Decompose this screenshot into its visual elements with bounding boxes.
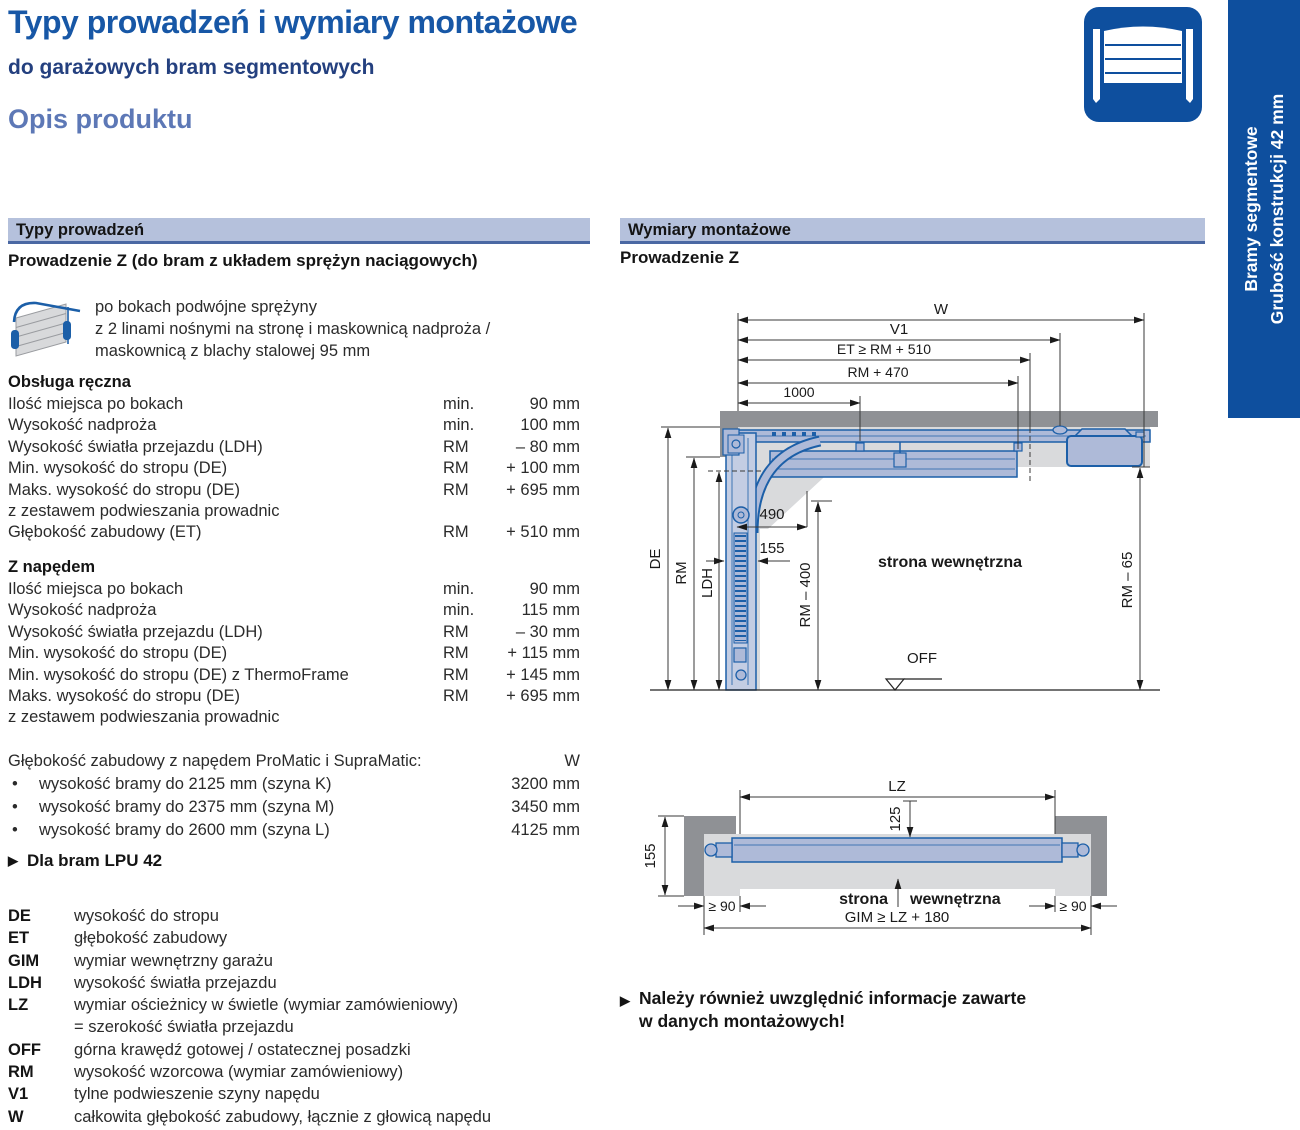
page-subtitle: do garażowych bram segmentowych	[8, 56, 375, 79]
operator-depth-table	[8, 750, 580, 842]
dim-ldh-label: LDH	[699, 567, 716, 599]
intro-line: z 2 linami nośnymi na stronę i maskownicą nadproża /	[95, 320, 491, 338]
table-row: Wysokość nadproża min. 100 mm	[8, 416, 580, 435]
dim-ge90-left-label: ≥ 90	[708, 898, 736, 914]
dim-rm400-label: RM – 400	[797, 562, 814, 628]
table-row: Wysokość nadproża min. 115 mm	[8, 601, 580, 620]
note-text: Należy również uwzględnić informacje zawarte w danych montażowych!	[639, 988, 1027, 1031]
manual-operation-table	[8, 372, 580, 544]
intro-line: maskownicą z blachy stalowej 95 mm	[95, 342, 371, 360]
table-row: Ilość miejsca po bokach min. 90 mm	[8, 580, 580, 598]
dim-gim-label: GIM ≥ LZ + 180	[844, 909, 950, 926]
table-row: Min. wysokość do stropu (DE) RM + 115 mm	[8, 644, 580, 663]
dim-rm470-label: RM + 470	[847, 364, 909, 380]
arrow-marker-icon: ▶	[620, 993, 630, 1008]
legend-row: ET głębokość zabudowy	[8, 929, 228, 948]
dim-lz-label: LZ	[888, 778, 906, 795]
side-tab-line1: Bramy segmentowe	[1240, 126, 1261, 292]
dim-w-label: W	[933, 301, 949, 318]
legend-row: RM wysokość wzorcowa (wymiar zamówieniowy)	[8, 1063, 404, 1082]
page-title: Typy prowadzeń i wymiary montażowe	[8, 4, 578, 40]
right-section-bar: Wymiary montażowe	[620, 218, 1205, 244]
dim-et-label: ET ≥ RM + 510	[836, 341, 932, 357]
dim-1000-label: 1000	[783, 384, 815, 400]
table-row-continuation: z zestawem podwieszania prowadnic	[8, 708, 280, 727]
legend-row: DE wysokość do stropu	[8, 907, 219, 925]
arrow-marker-icon: ▶	[8, 853, 18, 868]
table-row: Maks. wysokość do stropu (DE) RM + 695 mm	[8, 687, 580, 706]
dim-155-group	[642, 816, 684, 896]
right-subheader: Prowadzenie Z	[620, 248, 740, 267]
side-section-drawing	[620, 283, 1205, 736]
dim-155-label: 155	[759, 540, 785, 557]
table-row: Min. wysokość do stropu (DE) RM + 100 mm	[8, 459, 580, 478]
dim-left-group	[647, 427, 720, 690]
table-row-continuation: z zestawem podwieszania prowadnic	[8, 502, 280, 521]
dim-155-plan-label: 155	[642, 843, 659, 869]
sectional-door-icon	[1084, 7, 1202, 127]
legend-row: V1 tylne podwieszenie szyny napędu	[8, 1085, 320, 1104]
ceiling-wall	[720, 411, 1158, 427]
inner-side-label: strona wewnętrzna	[877, 554, 1023, 571]
powered-operation-table	[8, 557, 580, 729]
manual-table-title: Obsługa ręczna	[8, 373, 131, 391]
table-row: • wysokość bramy do 2375 mm (szyna M) 3450 mm	[12, 798, 580, 816]
legend-row: W całkowita głębokość zabudowy, łącznie z głowicą napędu	[8, 1107, 492, 1126]
side-tab-text	[1238, 94, 1291, 325]
legend-row: LDH wysokość światła przejazdu	[8, 973, 277, 992]
table-row: Ilość miejsca po bokach min. 90 mm	[8, 395, 580, 413]
left-subheader: Prowadzenie Z (do bram z układem sprężyn naciągowych)	[8, 251, 478, 270]
montage-data-note	[620, 987, 1180, 1033]
powered-table-title: Z napędem	[8, 558, 96, 576]
off-label: OFF	[907, 650, 937, 667]
section-heading: Opis produktu	[8, 104, 193, 134]
legend-row-continuation: = szerokość światła przejazdu	[74, 1018, 294, 1037]
table-row: Wysokość światła przejazdu (LDH) RM – 80 mm	[8, 437, 580, 456]
z-track-door-icon	[4, 294, 86, 371]
legend-row: GIM wymiar wewnętrzny garażu	[8, 951, 273, 970]
legend-row: LZ wymiar ościeżnicy w świetle (wymiar zamówieniowy)	[8, 996, 459, 1015]
plan-view-drawing	[620, 765, 1205, 970]
legend-row: OFF górna krawędź gotowej / ostatecznej posadzki	[8, 1040, 411, 1059]
lpu-note: ▶ Dla bram LPU 42	[8, 851, 163, 870]
dim-rm-label: RM	[673, 561, 690, 585]
side-tab	[1228, 0, 1300, 418]
inner-label-word1: strona	[839, 891, 888, 908]
vertical-track-spring	[723, 429, 756, 690]
dim-ge90-right-group	[1029, 896, 1117, 914]
abbreviation-legend	[8, 905, 583, 1128]
dim-125-group	[887, 801, 917, 837]
dim-rm65-label: RM – 65	[1119, 551, 1136, 609]
table-row: • wysokość bramy do 2125 mm (szyna K) 3200 mm	[12, 775, 580, 793]
depth-header-row: Głębokość zabudowy z napędem ProMatic i SupraMatic: W	[8, 750, 580, 773]
dim-490-label: 490	[759, 506, 785, 523]
table-row: Maks. wysokość do stropu (DE) RM + 695 mm	[8, 480, 580, 499]
dim-v1-label: V1	[889, 321, 909, 338]
off-floor-symbol	[886, 650, 942, 690]
intro-line: po bokach podwójne sprężyny	[95, 298, 317, 316]
intro-paragraph	[95, 296, 575, 362]
dim-de-label: DE	[647, 548, 664, 570]
table-row: Głębokość zabudowy (ET) RM + 510 mm	[8, 523, 580, 542]
inner-label-word2: wewnętrzna	[910, 891, 1001, 908]
table-row: Min. wysokość do stropu (DE) z ThermoFrame RM + 145 mm	[8, 665, 580, 684]
door-panel	[705, 838, 1089, 862]
table-row: • wysokość bramy do 2600 mm (szyna L) 4125 mm	[12, 821, 580, 839]
table-row: Wysokość światła przejazdu (LDH) RM – 30 mm	[8, 622, 580, 641]
dim-125-label: 125	[887, 806, 904, 832]
side-tab-line2: Grubość konstrukcji 42 mm	[1267, 93, 1287, 325]
depth-unit-header: W	[564, 752, 580, 770]
left-section-bar: Typy prowadzeń	[8, 218, 590, 244]
dim-ge90-left-group	[678, 896, 766, 914]
dim-ge90-right-label: ≥ 90	[1059, 898, 1087, 914]
